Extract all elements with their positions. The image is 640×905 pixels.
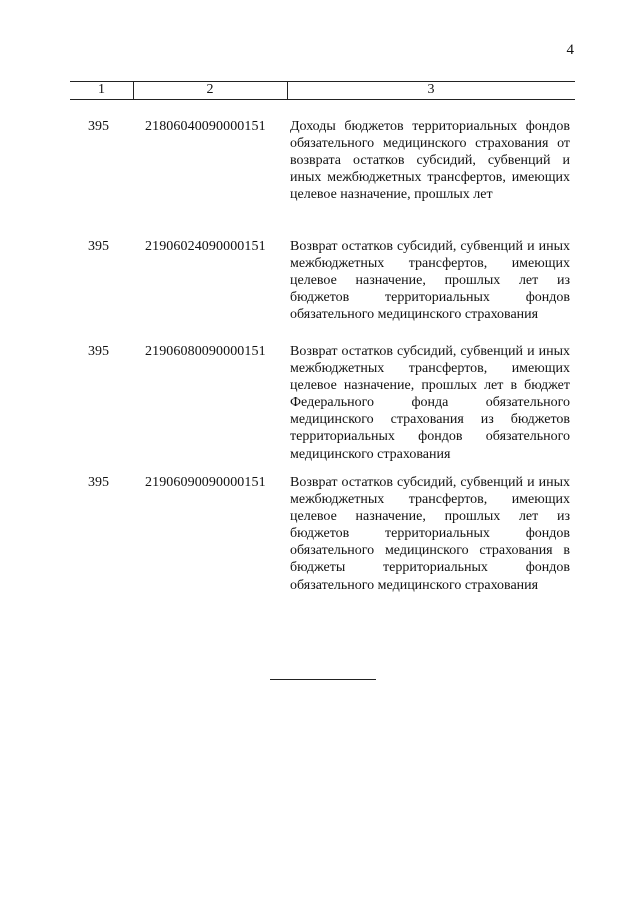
row-description: Возврат остатков субсидий, субвенций и иных межбюджетных трансфертов, имеющих целевое назначение, прошлых лет в бюджет Федерального фонда обязательного медицинского страхования из бюджетов территориальных фондов обязательного медицинского страхования	[290, 344, 570, 462]
page-number: 4	[566, 42, 574, 58]
row-budget-code: 21906080090000151	[145, 344, 266, 359]
row-admin-code: 395	[88, 119, 109, 134]
row-budget-code: 21806040090000151	[145, 119, 266, 134]
header-col-1: 1	[70, 82, 134, 99]
header-col-3: 3	[427, 82, 435, 97]
row-description: Доходы бюджетов территориальных фондов обязательного медицинского страхования от возврата остатков субсидий, субвенций и иных межбюджетных трансфертов, имеющих целевое назначение, прошлых лет	[290, 119, 570, 203]
row-budget-code: 21906090090000151	[145, 475, 266, 490]
row-admin-code: 395	[88, 475, 109, 490]
table-header	[70, 81, 575, 100]
closing-divider	[270, 679, 376, 680]
row-budget-code: 21906024090000151	[145, 239, 266, 254]
row-admin-code: 395	[88, 344, 109, 359]
row-description: Возврат остатков субсидий, субвенций и иных межбюджетных трансфертов, имеющих целевое назначение, прошлых лет из бюджетов территориальных фондов обязательного медицинского страхования	[290, 239, 570, 323]
row-admin-code: 395	[88, 239, 109, 254]
row-description: Возврат остатков субсидий, субвенций и иных межбюджетных трансфертов, имеющих целевое назначение, прошлых лет из бюджетов территориальных фондов обязательного медицинского страхования в бюджеты территориальных фондов обязательного медицинского страхования	[290, 475, 570, 593]
header-col-2: 2	[133, 82, 288, 99]
